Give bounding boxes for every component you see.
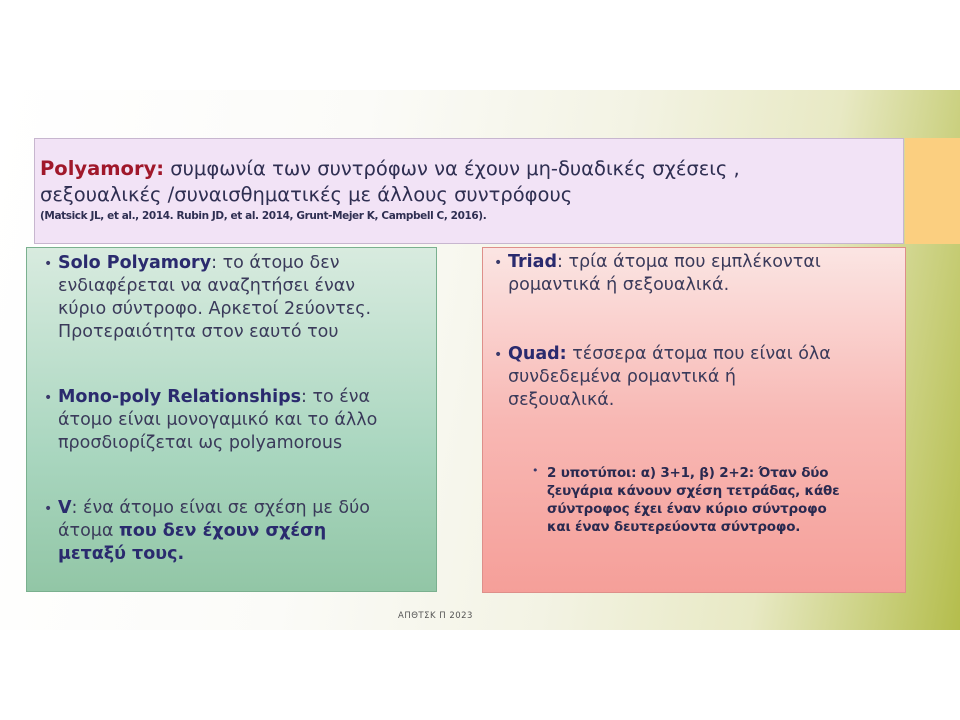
right-content-box	[482, 247, 906, 593]
bullet-icon: •	[44, 501, 53, 517]
sub-list-item-subtypes: 2 υποτύποι: α) 3+1, β) 2+2: Όταν δύο ζευγάρια κάνουν σχέση τετράδας, κάθε σύντροφος έχει έναν κύριο σύντροφο και έναν δευτερεύοντα σύντροφο.	[547, 465, 840, 535]
list-item-quad: Quad: τέσσερα άτομα που είναι όλα συνδεδεμένα ρομαντικά ή σεξουαλικά.	[508, 344, 831, 410]
bullet-icon: •	[494, 347, 503, 363]
title-reference: (Matsick JL, et al., 2014. Rubin JD, et al. 2014, Grunt-Mejer K, Campbell C, 2016).	[40, 210, 487, 222]
title-term: Polyamory:	[40, 157, 165, 180]
bullet-icon: •	[494, 255, 503, 271]
list-item-solo-polyamory: Solo Polyamory: το άτομο δεν ενδιαφέρεται να αναζητήσει έναν κύριο σύντροφο. Αρκετοί 2εύοντες. Προτεραιότητα στον εαυτό του	[58, 253, 372, 342]
footer-text: ΑΠΘΤΣΚ Π 2023	[398, 611, 473, 621]
list-item-mono-poly: Mono-poly Relationships: το ένα άτομο είναι μονογαμικό και το άλλο προσδιορίζεται ως polyamorous	[58, 387, 378, 453]
title-line-2: σεξουαλικές /συναισθηματικές με άλλους συντρόφους	[40, 183, 573, 206]
bullet-icon: •	[44, 390, 53, 406]
accent-stripe	[905, 138, 960, 244]
title-line-1: Polyamory: συμφωνία των συντρόφων να έχουν μη-δυαδικές σχέσεις ,	[40, 157, 740, 180]
list-item-triad: Triad: τρία άτομα που εμπλέκονται ρομαντικά ή σεξουαλικά.	[508, 252, 821, 295]
list-item-v: V: ένα άτομο είναι σε σχέση με δύο άτομα που δεν έχουν σχέση μεταξύ τους.	[58, 498, 370, 564]
bullet-icon: •	[44, 256, 53, 272]
sub-bullet-icon: •	[532, 464, 539, 477]
